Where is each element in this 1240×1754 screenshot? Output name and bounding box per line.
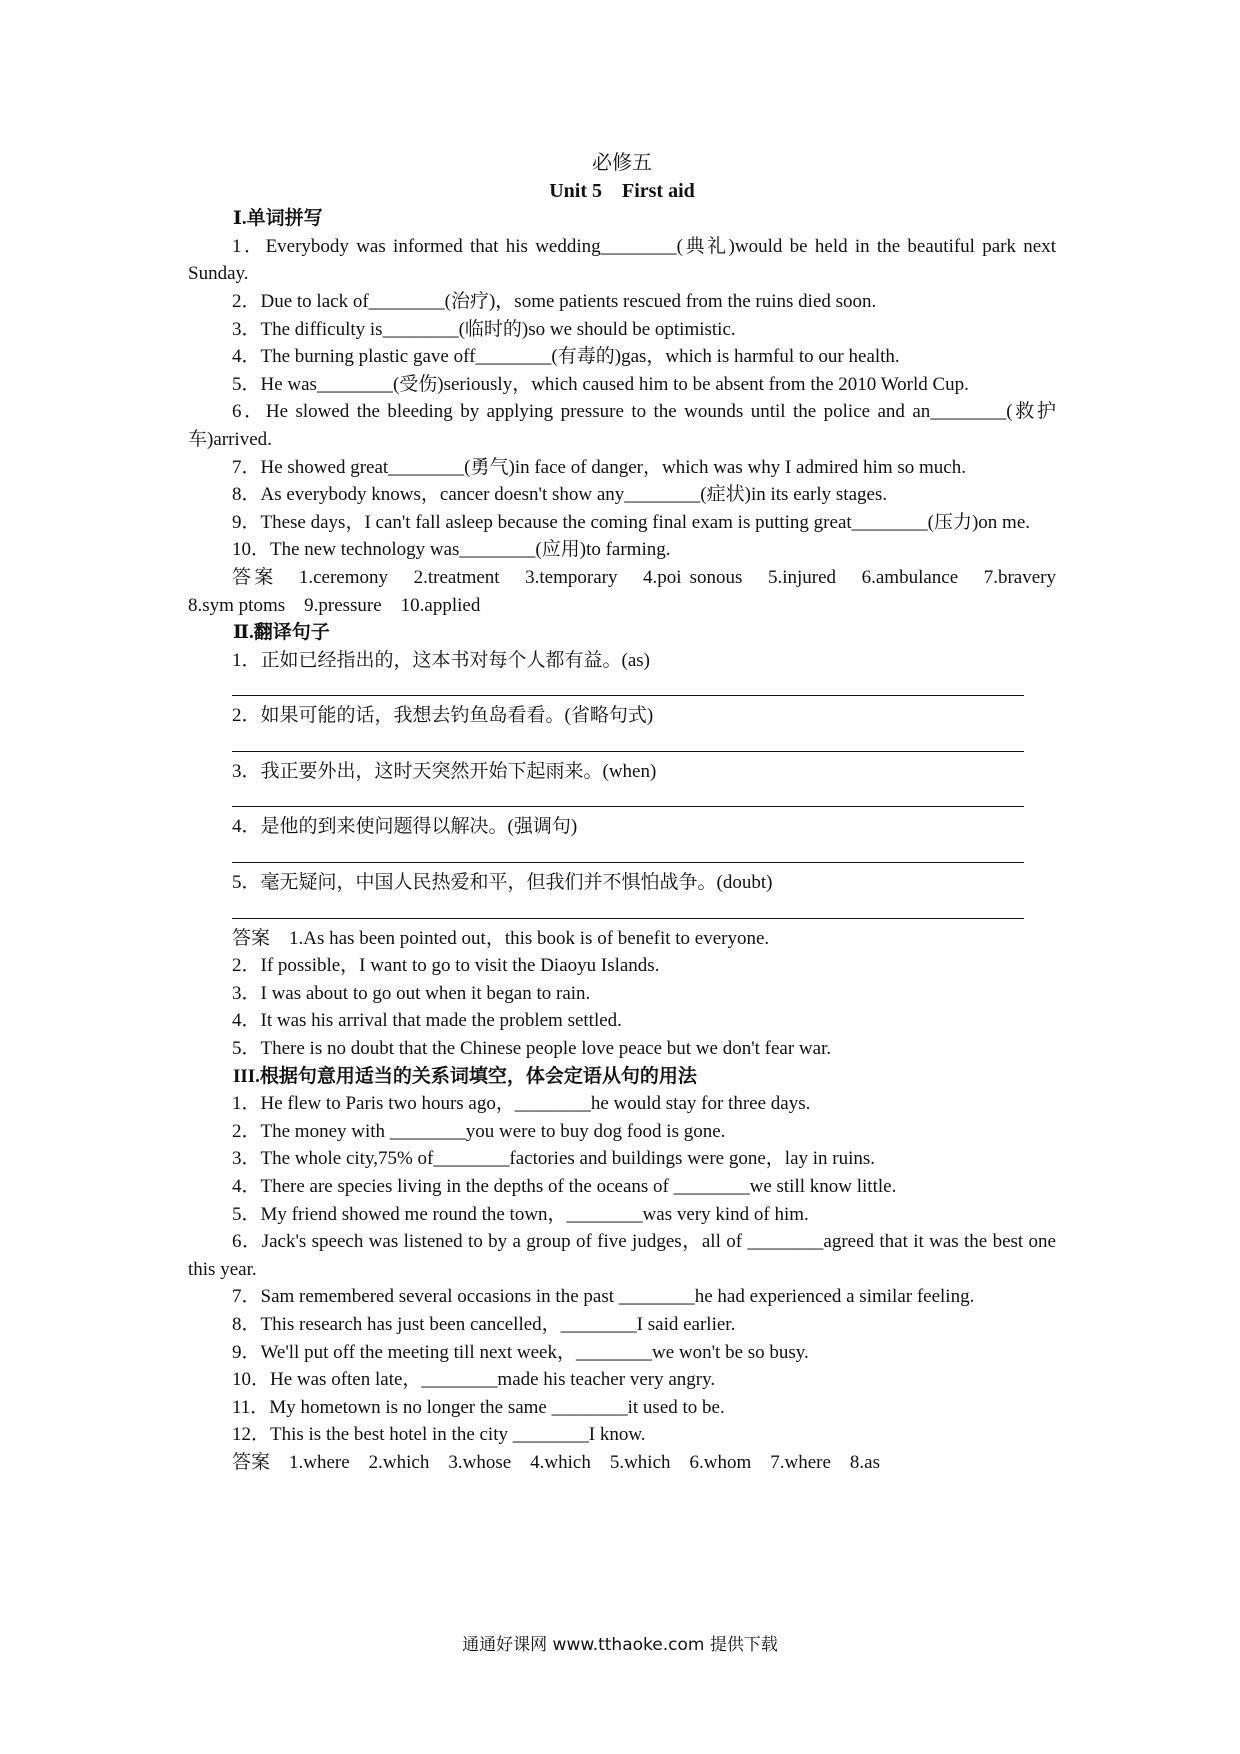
answer-key-1: 答案 1.ceremony 2.treatment 3.temporary 4.poi sonous 5.injured 6.ambulance 7.bravery 8.sym ptoms 9.pressure 10.applied [188,566,1076,616]
unit-title: Unit 5 First aid [549,179,695,202]
question-item: 9．These days，I can't fall asleep because the coming final exam is putting great________(压力)on me. [232,511,1031,533]
section-heading-1: Ⅰ.单词拼写 [233,208,323,230]
question-item: 6．He slowed the bleeding by applying pressure to the wounds until the police and an________(救护车)arrived. [188,401,1056,450]
question-item: 2．Due to lack of________(治疗)，some patients rescued from the ruins died soon. [232,290,877,312]
translation-prompt: 5．毫无疑问，中国人民热爱和平，但我们并不惧怕战争。(doubt) [232,872,773,894]
section-heading-2: Ⅱ.翻译句子 [233,622,330,644]
answer-line: 4．It was his arrival that made the problem settled. [232,1010,622,1032]
question-item: 1．Everybody was informed that his wedding________(典礼)would be held in the beautiful park next Sunday. [188,235,1056,285]
section-heading-3: III.根据句意用适当的关系词填空，体会定语从句的用法 [233,1065,697,1087]
answer-key-3: 答案 1.where 2.which 3.whose 4.which 5.which 6.whom 7.where 8.as [232,1451,881,1473]
question-item: 6．Jack's speech was listened to by a group of five judges，all of ________agreed that it was the best one this year. [188,1231,1056,1280]
question-item: 4．The burning plastic gave off________(有毒的)gas，which is harmful to our health. [232,346,900,368]
translation-prompt: 2．如果可能的话，我想去钓鱼岛看看。(省略句式) [232,705,654,727]
question-item: 2．The money with ________you were to buy dog food is gone. [232,1120,726,1142]
question-item: 4．There are species living in the depths of the oceans of ________we still know little. [232,1176,897,1197]
translation-prompt: 4．是他的到来使问题得以解决。(强调句) [232,816,578,838]
answer-line: 5．There is no doubt that the Chinese people love peace but we don't fear war. [232,1038,832,1060]
question-item: 12．This is the best hotel in the city ________I know. [232,1424,646,1446]
question-item: 7．He showed great________(勇气)in face of danger，which was why I admired him so much. [232,456,966,478]
question-item: 7．Sam remembered several occasions in the past ________he had experienced a similar feeling. [232,1286,975,1308]
question-item: 9．We'll put off the meeting till next week，________we won't be so busy. [232,1341,809,1363]
question-item: 8．As everybody knows，cancer doesn't show any________(症状)in its early stages. [232,484,888,506]
question-item: 10．He was often late，________made his teacher very angry. [232,1369,716,1391]
answer-blank-line [232,841,1024,863]
answer-blank-line [232,730,1024,752]
question-item: 3．The whole city,75% of________factories and buildings were gone，lay in ruins. [232,1148,876,1170]
answer-line: 2．If possible，I want to go to visit the Diaoyu Islands. [232,955,660,977]
document-page [188,150,1076,1477]
question-item: 8．This research has just been cancelled，________I said earlier. [232,1313,736,1335]
question-item: 3．The difficulty is________(临时的)so we should be optimistic. [232,318,736,340]
answer-blank-line [232,674,1024,696]
question-item: 10．The new technology was________(应用)to farming. [232,539,671,561]
answer-blank-line [232,897,1024,919]
answer-blank-line [232,785,1024,807]
footer-credit: 通通好课网 www.tthaoke.com 提供下载 [462,1635,778,1655]
translation-prompt: 1．正如已经指出的，这本书对每个人都有益。(as) [232,649,650,671]
question-item: 1．He flew to Paris two hours ago，________he would stay for three days. [232,1093,811,1115]
question-item: 5．He was________(受伤)seriously，which caused him to be absent from the 2010 World Cup. [232,373,969,395]
answer-line: 3．I was about to go out when it began to rain. [232,982,591,1004]
subject-title: 必修五 [592,152,652,174]
question-item: 11．My hometown is no longer the same ________it used to be. [232,1396,725,1418]
translation-prompt: 3．我正要外出，这时天突然开始下起雨来。(when) [232,760,657,782]
answer-key-2: 答案 1.As has been pointed out，this book is of benefit to everyone. [232,927,770,949]
question-item: 5．My friend showed me round the town，________was very kind of him. [232,1203,809,1225]
